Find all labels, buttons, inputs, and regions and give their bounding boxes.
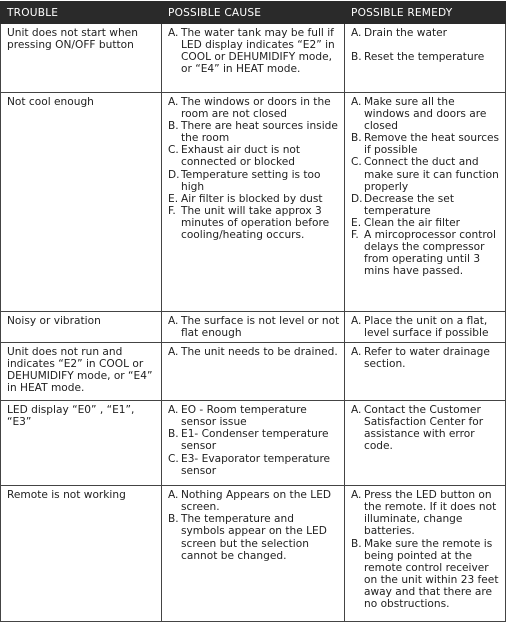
cause-item	[168, 489, 341, 513]
item-letter: A.	[168, 404, 179, 417]
cause-item	[168, 169, 341, 193]
trouble-cell: Noisy or vibration	[1, 312, 162, 343]
item-text: EO - Room temperature sensor issue	[181, 404, 307, 429]
item-letter: A.	[168, 315, 179, 327]
trouble-cell: Unit does not run and indicates “E2” in COOL or DEHUMIDIFY mode, or “E4” in HEAT mode.	[1, 343, 162, 401]
item-text: Remove the heat sources if possible	[364, 132, 500, 157]
item-text: The windows or doors in the room are not closed	[181, 96, 331, 121]
item-text: Contact the Customer Satisfaction Center for assistance with error code.	[364, 404, 484, 453]
item-text: Air filter is blocked by dust	[181, 192, 323, 205]
trouble-cell: LED display “E0” , “E1”, “E3”	[1, 401, 162, 486]
cause-item	[168, 315, 341, 339]
remedy-item	[351, 315, 502, 339]
trouble-cell: Not cool enough	[1, 93, 162, 312]
item-letter: B.	[351, 132, 362, 145]
remedy-list	[351, 27, 502, 63]
remedy-list	[351, 96, 502, 277]
cause-list	[168, 315, 341, 339]
table-header	[1, 2, 506, 24]
item-text: A mircoprocessor control delays the compressor from operating until 3 mins have passed.	[364, 229, 496, 278]
remedy-item	[351, 156, 502, 192]
cause-item	[168, 346, 341, 358]
item-text: Decrease the set temperature	[364, 192, 454, 217]
cause-cell	[162, 24, 345, 93]
item-text: Temperature setting is too high	[181, 168, 321, 193]
remedy-item	[351, 217, 502, 229]
item-text: E1- Condenser temperature sensor	[181, 428, 329, 453]
item-letter: C.	[351, 156, 362, 169]
cause-item	[168, 453, 341, 477]
item-letter: A.	[351, 404, 362, 417]
remedy-item	[351, 346, 502, 370]
troubleshooting-table	[0, 1, 506, 622]
item-text: Drain the water	[364, 27, 447, 39]
item-text: The unit will take approx 3 minutes of operation before cooling/heating occurs.	[181, 204, 330, 242]
trouble-cell: Remote is not working	[1, 486, 162, 622]
table-row	[1, 401, 506, 486]
header-possible-cause: POSSIBLE CAUSE	[162, 2, 345, 24]
item-letter: B.	[168, 120, 179, 133]
item-letter: B.	[351, 51, 362, 64]
remedy-item	[351, 51, 502, 63]
item-letter: E.	[168, 192, 179, 205]
header-trouble: TROUBLE	[1, 2, 162, 24]
remedy-item	[351, 489, 502, 537]
item-text: Clean the air filter	[364, 216, 460, 229]
remedy-item	[351, 229, 502, 277]
table-body	[1, 24, 506, 622]
item-text: Place the unit on a flat, level surface if possible	[364, 315, 489, 340]
remedy-item	[351, 193, 502, 217]
item-text: Make sure the remote is being pointed at the remote control receiver on the unit within 23 feet away and that there are no obstructions.	[364, 537, 499, 611]
item-text: Refer to water drainage section.	[364, 346, 490, 371]
item-text: Reset the temperature	[364, 51, 485, 64]
remedy-cell	[345, 486, 506, 622]
item-letter: C.	[168, 144, 179, 157]
cause-item	[168, 144, 341, 168]
remedy-item	[351, 27, 502, 39]
item-letter: A.	[168, 27, 179, 39]
header-row	[1, 2, 506, 24]
item-letter: A.	[168, 96, 179, 108]
cause-cell	[162, 93, 345, 312]
table-row	[1, 93, 506, 312]
table-row	[1, 343, 506, 401]
item-text: There are heat sources inside the room	[181, 120, 338, 145]
remedy-list	[351, 346, 502, 370]
remedy-cell	[345, 401, 506, 486]
remedy-cell	[345, 312, 506, 343]
item-letter: A.	[351, 346, 362, 359]
cause-item	[168, 513, 341, 561]
item-letter: A.	[168, 489, 179, 502]
item-letter: D.	[351, 192, 363, 205]
item-text: E3- Evaporator temperature sensor	[181, 452, 331, 477]
cause-item	[168, 404, 341, 428]
table-row	[1, 24, 506, 93]
cause-item	[168, 120, 341, 144]
cause-cell	[162, 486, 345, 622]
cause-cell	[162, 401, 345, 486]
item-letter: C.	[168, 452, 179, 465]
remedy-cell	[345, 343, 506, 401]
trouble-cell: Unit does not start when pressing ON/OFF button	[1, 24, 162, 93]
troubleshooting-table-wrapper	[0, 1, 506, 622]
cause-list	[168, 346, 341, 358]
remedy-list	[351, 489, 502, 610]
item-text: Press the LED button on the remote. If it does not illuminate, change batteries.	[364, 489, 497, 538]
item-text: The temperature and symbols appear on the LED screen but the selection cannot be changed.	[181, 513, 327, 562]
item-text: Make sure all the windows and doors are closed	[364, 96, 487, 133]
remedy-cell	[345, 93, 506, 312]
remedy-item	[351, 404, 502, 452]
item-letter: A.	[168, 346, 179, 359]
cause-list	[168, 489, 341, 562]
item-letter: E.	[351, 216, 362, 229]
cause-cell	[162, 312, 345, 343]
cause-item	[168, 205, 341, 241]
cause-item	[168, 27, 341, 75]
item-text: Connect the duct and make sure it can function properly	[364, 156, 499, 193]
cause-list	[168, 96, 341, 241]
item-letter: B.	[351, 537, 362, 550]
cause-list	[168, 27, 341, 75]
header-possible-remedy: POSSIBLE REMEDY	[345, 2, 506, 24]
remedy-list	[351, 315, 502, 339]
table-row	[1, 312, 506, 343]
cause-item	[168, 428, 341, 452]
item-letter: A.	[351, 315, 362, 327]
item-text: The surface is not level or not flat enough	[181, 315, 340, 340]
item-text: The unit needs to be drained.	[181, 346, 338, 359]
cause-item	[168, 96, 341, 120]
item-letter: B.	[168, 513, 179, 526]
item-letter: A.	[351, 96, 362, 108]
remedy-list	[351, 404, 502, 452]
item-letter: D.	[168, 168, 180, 181]
item-text: The water tank may be full if LED display indicates “E2” in COOL or DEHUMIDIFY mode, or “E4” in HEAT mode.	[181, 27, 335, 76]
remedy-cell	[345, 24, 506, 93]
item-text: Nothing Appears on the LED screen.	[181, 489, 332, 514]
item-letter: F.	[351, 229, 359, 242]
item-letter: A.	[351, 489, 362, 502]
cause-item	[168, 193, 341, 205]
cause-list	[168, 404, 341, 477]
table-row	[1, 486, 506, 622]
item-letter: A.	[351, 27, 362, 39]
remedy-item	[351, 132, 502, 156]
remedy-item	[351, 96, 502, 132]
item-text: Exhaust air duct is not connected or blocked	[181, 144, 301, 169]
item-letter: F.	[168, 204, 176, 217]
remedy-item	[351, 538, 502, 611]
cause-cell	[162, 343, 345, 401]
item-letter: B.	[168, 428, 179, 441]
